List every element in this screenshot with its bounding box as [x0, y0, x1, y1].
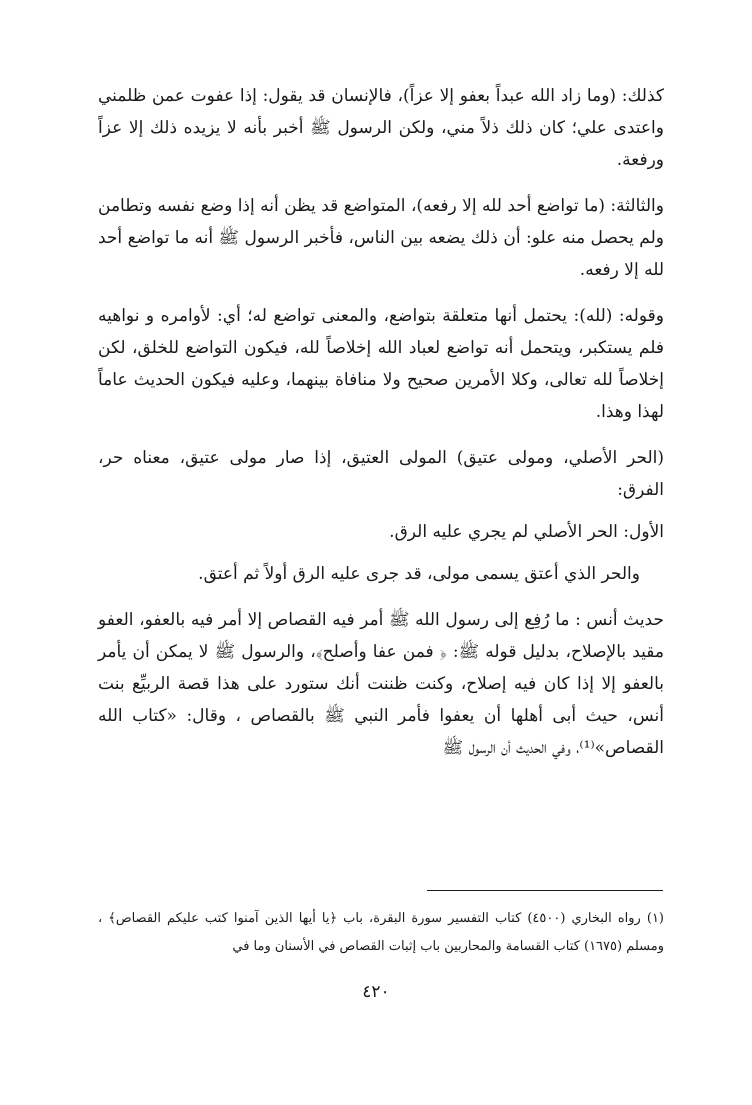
paragraph-anas-hadith: حديث أنس : ما رُفِع إلى رسول الله ﷺ أمر فيه القصاص إلا أمر فيه بالعفو، العفو مقيد بالإصلاح، بدليل قوله ﷺ: ﴿ فمن عفا وأصلح﴾، والرسول ﷺ لا يمكن أن يأمر بالعفو إلا إذا كان فيه إصلاح، وكنت ظننت أنك ستورد على هذا قصة الربيِّع بنت أنس، حيث أبى أهلها أن يعفوا فأمر النبي ﷺ بالقصاص ، وقال: «كتاب الله القصاص»⁽¹⁾، وفي الحديث أن الرسول ﷺ	[98, 610, 664, 758]
paragraph-first-difference: الأول: الحر الأصلي لم يجري عليه الرق.	[389, 522, 664, 542]
footnote-divider	[427, 890, 663, 891]
paragraph-lillah: وقوله: (لله): يحتمل أنها متعلقة بتواضع، والمعنى تواضع له؛ أي: لأوامره و نواهيه فلم يستكبر، ويتحمل أنه تواضع لعباد الله إخلاصاً لله، فيكون التواضع للخلق، لكن إخلاصاً لله تعالى، وكلا الأمرين صحيح ولا منافاة بينهما، وعليه فيكون الحديث عاماً لهذا وهذا.	[98, 306, 664, 422]
paragraph-free-freed: (الحر الأصلي، ومولى عتيق) المولى العتيق، إذا صار مولى عتيق، معناه حر، الفرق:	[98, 448, 664, 500]
paragraph-second-difference: والحر الذي أعتق يسمى مولى، قد جرى عليه الرق أولاً ثم أعتق.	[198, 564, 640, 584]
paragraph-humility: والثالثة: (ما تواضع أحد لله إلا رفعه)، المتواضع قد يظن أنه إذا وضع نفسه وتطامن ولم يحصل منه علو: أن ذلك يضعه بين الناس، فأخبر الرسول ﷺ أنه ما تواضع أحد لله إلا رفعه.	[98, 196, 664, 280]
footnote-1: (١) رواه البخاري (٤٥٠٠) كتاب التفسير سورة البقرة، باب ﴿يا أيها الذين آمنوا كتب عليكم القصاص﴾ ، ومسلم (١٦٧٥) كتاب القسامة والمحاربين باب إثبات القصاص في الأسنان وما في	[98, 911, 664, 954]
footnotes	[98, 905, 664, 961]
main-text	[98, 80, 664, 778]
paragraph-forgiveness: كذلك: (وما زاد الله عبداً بعفو إلا عزاً)، فالإنسان قد يقول: إذا عفوت عمن ظلمني واعتدى علي؛ كان ذلك ذلاً مني، ولكن الرسول ﷺ أخبر بأنه لا يزيده ذلك إلا عزاً ورفعة.	[98, 86, 664, 170]
page-number: ٤٢٠	[362, 982, 390, 1002]
